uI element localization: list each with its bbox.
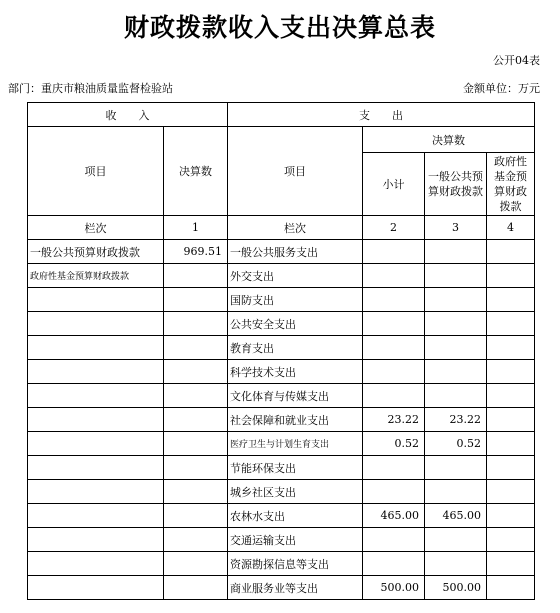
fund-budget-cell — [487, 240, 535, 264]
expense-item-cell: 公共安全支出 — [228, 312, 363, 336]
income-amount-cell — [164, 528, 228, 552]
income-amount-cell — [164, 480, 228, 504]
unit-label: 金额单位：万元 — [463, 82, 540, 95]
subtotal-cell — [363, 240, 425, 264]
expense-item-cell: 交通运输支出 — [228, 528, 363, 552]
department-label: 部门：重庆市粮油质量监督检验站 — [8, 82, 173, 95]
subtotal-cell — [363, 264, 425, 288]
general-budget-cell — [425, 264, 487, 288]
subtotal-cell: 500.00 — [363, 576, 425, 600]
fund-budget-cell — [487, 480, 535, 504]
expense-item-cell: 节能环保支出 — [228, 456, 363, 480]
income-amount-cell: 969.51 — [164, 240, 228, 264]
expense-item-cell: 外交支出 — [228, 264, 363, 288]
fund-budget-header: 政府性基金预算财政拨款 — [487, 153, 535, 216]
income-item-cell — [28, 480, 164, 504]
general-budget-cell — [425, 528, 487, 552]
general-budget-cell — [425, 312, 487, 336]
expense-item-cell: 社会保障和就业支出 — [228, 408, 363, 432]
general-budget-cell — [425, 552, 487, 576]
income-amount-cell — [164, 504, 228, 528]
expense-item-cell: 科学技术支出 — [228, 360, 363, 384]
subtotal-cell — [363, 384, 425, 408]
income-item-cell: 一般公共预算财政拨款 — [28, 240, 164, 264]
income-header: 收 入 — [28, 103, 228, 127]
fund-budget-cell — [487, 552, 535, 576]
expense-item-cell: 资源勘探信息等支出 — [228, 552, 363, 576]
income-item-cell — [28, 528, 164, 552]
table-row — [28, 264, 535, 288]
income-amount-cell — [164, 432, 228, 456]
expense-item-header: 项目 — [228, 127, 363, 216]
table-row — [28, 360, 535, 384]
subtotal-cell — [363, 336, 425, 360]
table-row — [28, 384, 535, 408]
general-budget-cell: 23.22 — [425, 408, 487, 432]
fund-budget-cell — [487, 288, 535, 312]
expense-item-cell: 城乡社区支出 — [228, 480, 363, 504]
income-item-cell — [28, 336, 164, 360]
general-budget-cell — [425, 240, 487, 264]
index-col-3: 3 — [425, 216, 487, 240]
fund-budget-cell — [487, 576, 535, 600]
table-row — [28, 576, 535, 600]
expense-item-cell: 医疗卫生与计划生育支出 — [228, 432, 363, 456]
general-budget-cell: 0.52 — [425, 432, 487, 456]
subtotal-cell — [363, 312, 425, 336]
income-item-header: 项目 — [28, 127, 164, 216]
index-label-left: 栏次 — [28, 216, 164, 240]
income-item-cell — [28, 408, 164, 432]
report-table — [27, 102, 535, 600]
general-budget-cell: 500.00 — [425, 576, 487, 600]
table-row — [28, 528, 535, 552]
expense-item-cell: 农林水支出 — [228, 504, 363, 528]
income-amount-cell — [164, 384, 228, 408]
table-row — [28, 312, 535, 336]
fund-budget-cell — [487, 384, 535, 408]
table-row — [28, 552, 535, 576]
income-amount-cell — [164, 552, 228, 576]
fund-budget-cell — [487, 312, 535, 336]
income-item-cell — [28, 312, 164, 336]
fund-budget-cell — [487, 432, 535, 456]
general-budget-cell — [425, 288, 487, 312]
index-col-4: 4 — [487, 216, 535, 240]
fund-budget-cell — [487, 408, 535, 432]
table-row — [28, 240, 535, 264]
header-row-2 — [28, 127, 535, 153]
expense-item-cell: 国防支出 — [228, 288, 363, 312]
table-row — [28, 288, 535, 312]
subtotal-cell: 0.52 — [363, 432, 425, 456]
income-amount-cell — [164, 336, 228, 360]
income-item-cell — [28, 384, 164, 408]
subtotal-cell — [363, 456, 425, 480]
income-item-cell — [28, 360, 164, 384]
report-title: 财政拨款收入支出决算总表 — [123, 13, 436, 42]
subtotal-cell — [363, 528, 425, 552]
expense-item-cell: 教育支出 — [228, 336, 363, 360]
general-budget-cell — [425, 336, 487, 360]
fund-budget-cell — [487, 336, 535, 360]
income-amount-cell — [164, 360, 228, 384]
index-col-1: 1 — [164, 216, 228, 240]
general-budget-cell — [425, 360, 487, 384]
header-row-1 — [28, 103, 535, 127]
general-budget-cell — [425, 456, 487, 480]
income-item-cell — [28, 432, 164, 456]
income-item-cell — [28, 288, 164, 312]
table-row — [28, 432, 535, 456]
income-item-cell: 政府性基金预算财政拨款 — [28, 264, 164, 288]
table-row — [28, 456, 535, 480]
subtotal-cell — [363, 480, 425, 504]
expense-item-cell: 商业服务业等支出 — [228, 576, 363, 600]
subtotal-cell: 23.22 — [363, 408, 425, 432]
income-amount-header: 决算数 — [164, 127, 228, 216]
form-number: 公开04表 — [493, 54, 540, 67]
index-label-right: 栏次 — [228, 216, 363, 240]
table-row — [28, 480, 535, 504]
income-amount-cell — [164, 408, 228, 432]
fund-budget-cell — [487, 360, 535, 384]
table-row — [28, 504, 535, 528]
index-col-2: 2 — [363, 216, 425, 240]
fund-budget-cell — [487, 264, 535, 288]
general-budget-header: 一般公共预算财政拨款 — [425, 153, 487, 216]
expense-item-cell: 一般公共服务支出 — [228, 240, 363, 264]
subtotal-cell — [363, 552, 425, 576]
income-item-cell — [28, 504, 164, 528]
subtotal-cell: 465.00 — [363, 504, 425, 528]
income-item-cell — [28, 576, 164, 600]
expense-header: 支 出 — [228, 103, 535, 127]
final-amount-header: 决算数 — [363, 127, 535, 153]
fund-budget-cell — [487, 456, 535, 480]
income-amount-cell — [164, 264, 228, 288]
fund-budget-cell — [487, 504, 535, 528]
income-amount-cell — [164, 288, 228, 312]
general-budget-cell: 465.00 — [425, 504, 487, 528]
table-row — [28, 408, 535, 432]
index-row — [28, 216, 535, 240]
income-amount-cell — [164, 576, 228, 600]
income-item-cell — [28, 456, 164, 480]
income-amount-cell — [164, 312, 228, 336]
general-budget-cell — [425, 384, 487, 408]
income-amount-cell — [164, 456, 228, 480]
fund-budget-cell — [487, 528, 535, 552]
subtotal-cell — [363, 360, 425, 384]
subtotal-header: 小计 — [363, 153, 425, 216]
income-item-cell — [28, 552, 164, 576]
subtotal-cell — [363, 288, 425, 312]
general-budget-cell — [425, 480, 487, 504]
expense-item-cell: 文化体育与传媒支出 — [228, 384, 363, 408]
table-row — [28, 336, 535, 360]
